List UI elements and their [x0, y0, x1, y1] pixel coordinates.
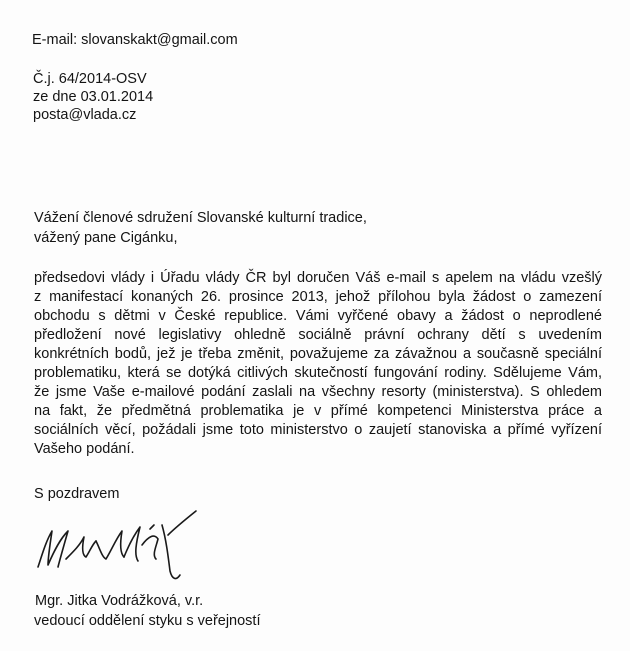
body-line: konkrétních bodů, jež je třeba změnit, považujeme za závažnou a současně speciální	[34, 346, 602, 362]
body-line: problematiku, která se dotýká citlivých skutečností fungování rodiny. Sdělujeme Vám,	[34, 365, 602, 381]
sender-email: E-mail: slovanskakt@gmail.com	[32, 32, 238, 48]
body-line: předložení nové legislativy ohledně sociálně právní ochrany dětí s uvedením	[34, 327, 602, 343]
case-number: Č.j. 64/2014-OSV	[33, 71, 147, 87]
letter-salutation: Vážení členové sdružení Slovanské kulturní tradice,	[34, 210, 367, 226]
reference-date: ze dne 03.01.2014	[33, 89, 154, 105]
body-line: že jsme Vaše e-mailové podání zaslali na všechny resorty (ministerstva). S ohledem	[34, 384, 602, 400]
letter-closing: S pozdravem	[34, 486, 120, 502]
body-line: Vašeho podání.	[34, 441, 135, 457]
signer-name: Mgr. Jitka Vodrážková, v.r.	[35, 593, 204, 609]
body-line: na fakt, že předmětná problematika je v přímé kompetenci Ministerstva práce a	[34, 403, 602, 419]
body-line: obchodu s dětmi v České republice. Vámi vyřčené obavy a žádost o neprodlené	[34, 308, 602, 324]
body-line: předsedovi vlády i Úřadu vlády ČR byl doručen Váš e-mail s apelem na vládu vzešlý	[34, 270, 602, 286]
handwritten-signature	[30, 505, 205, 590]
body-line: z manifestací konaných 26. prosince 2013, jehož přílohou byla žádost o zamezení	[34, 289, 602, 305]
reference-block	[33, 70, 153, 124]
signer-role: vedoucí oddělení styku s veřejností	[34, 613, 261, 629]
letter-greeting: vážený pane Cigánku,	[34, 230, 178, 246]
letter-body	[34, 269, 602, 459]
reference-email: posta@vlada.cz	[33, 107, 137, 123]
body-line: sociálních věcí, požádali jsme toto ministerstvo o zaujetí stanoviska a přímé vyřízení	[34, 422, 602, 438]
